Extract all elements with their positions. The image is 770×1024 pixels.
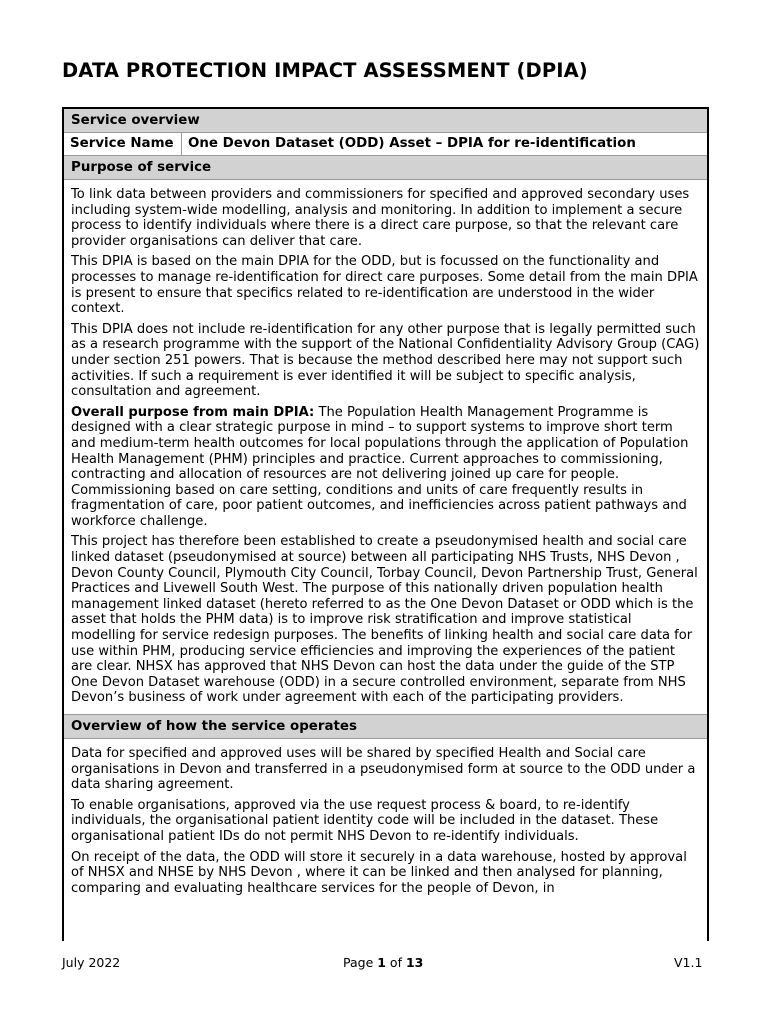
service-overview-heading: Service overview	[64, 109, 707, 133]
document-title: DATA PROTECTION IMPACT ASSESSMENT (DPIA)	[62, 59, 588, 82]
purpose-paragraph-5: This project has therefore been established to create a pseudonymised health and social care linked dataset (pseudonymised at source) between all participating NHS Trusts, NHS Devon , Devon County Council, Plymouth City Council, Torbay Council, Devon Partnership Trust, General Practices and Livewell South West. The purpose of this nationally driven population health management linked dataset (hereto referred to as the One Devon Dataset or ODD which is the asset that holds the PHM data) is to improve risk stratification and improve statistical modelling for service redesign purposes. The benefits of linking health and social care data for use within PHM, producing service efficiencies and improving the experiences of the patient are clear. NHSX has approved that NHS Devon can host the data under the guide of the STP One Devon Dataset warehouse (ODD) in a secure controlled environment, separate from NHS Devon’s business of work under agreement with each of the participating providers.	[71, 534, 698, 706]
operation-body	[64, 739, 707, 904]
purpose-body	[64, 180, 707, 715]
operation-heading: Overview of how the service operates	[64, 715, 707, 739]
footer-page-number	[343, 955, 423, 970]
purpose-paragraph-1: To link data between providers and commissioners for specified and approved secondary uses including system-wide modelling, analysis and monitoring. In addition to implement a secure process to identify individuals where there is a direct care purpose, so that the relevant care provider organisations can deliver that care.	[71, 187, 690, 249]
footer-date: July 2022	[62, 955, 121, 970]
page-current: 1	[377, 955, 386, 970]
purpose-paragraph-3: This DPIA does not include re-identification for any other purpose that is legally permitted such as a research programme with the support of the National Confidentiality Advisory Group (CAG) under section 251 powers. That is because the method described here may not support such activities. If such a requirement is ever identified it will be subject to specific analysis, consultation and agreement.	[71, 321, 700, 400]
overall-purpose-text: The Population Health Management Programme is designed with a clear strategic purpose in mind – to support systems to improve short term and medium-term health outcomes for local populations through the application of Population Health Management (PHM) principles and practice. Current approaches to commissioning, contracting and allocation of resources are not delivering joined up care for people. Commissioning based on care setting, conditions and units of care frequently results in fragmentation of care, poor patient outcomes, and inefficiencies across patient pathways and workforce challenge.	[71, 404, 689, 529]
service-name-value: One Devon Dataset (ODD) Asset – DPIA for re-identification	[188, 136, 636, 151]
overall-purpose-lead: Overall purpose from main DPIA:	[71, 404, 315, 420]
purpose-paragraph-2: This DPIA is based on the main DPIA for the ODD, but is focussed on the functionality and processes to manage re-identification for direct care purposes. Some detail from the main DPIA is present to ensure that specifics related to re-identification are understood in the wider context.	[71, 254, 698, 317]
page-prefix: Page	[343, 955, 378, 970]
page-total: 13	[405, 955, 424, 970]
purpose-paragraph-4	[71, 405, 700, 530]
footer-version: V1.1	[674, 955, 703, 970]
service-name-label: Service Name	[64, 133, 182, 155]
service-name-row	[64, 133, 707, 156]
dpia-table	[62, 107, 709, 941]
operation-paragraph-2: To enable organisations, approved via the use request process & board, to re-identify individuals, the organisational patient identity code will be included in the dataset. These organisational patient IDs do not permit NHS Devon to re-identify individuals.	[71, 797, 659, 844]
operation-paragraph-3: On receipt of the data, the ODD will store it securely in a data warehouse, hosted by approval of NHSX and NHSE by NHS Devon , where it can be linked and then analysed for planning, comparing and evaluating healthcare services for the people of Devon, in	[71, 849, 687, 896]
purpose-heading: Purpose of service	[64, 156, 707, 180]
page-of: of	[385, 955, 406, 970]
operation-paragraph-1: Data for specified and approved uses will be shared by specified Health and Social care organisations in Devon and transferred in a pseudonymised form at source to the ODD under a data sharing agreement.	[71, 746, 696, 793]
